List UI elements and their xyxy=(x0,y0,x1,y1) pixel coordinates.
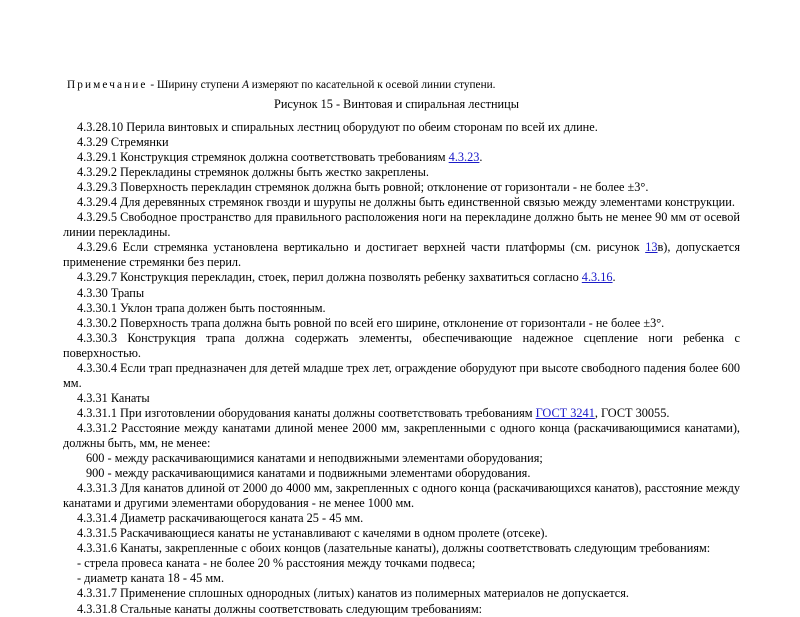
list-item-strela-provesa: - стрела провеса каната - не более 20 % расстояния между точками подвеса; xyxy=(77,556,476,571)
clause-4-3-31-3: 4.3.31.3 Для канатов длиной от 2000 до 4000 мм, закрепленных с одного конца (раскачивающихся канатов), расстояние между канатами и другими элементами оборудования - не менее 1000 мм. xyxy=(63,481,740,511)
clause-4-3-29-1-pre: 4.3.29.1 Конструкция стремянок должна соответствовать требованиям xyxy=(77,150,449,165)
clause-4-3-31-1 xyxy=(63,406,740,421)
clause-4-3-31-5: 4.3.31.5 Раскачивающиеся канаты не устанавливают с качелями в одном пролете (отсеке). xyxy=(77,526,548,541)
clause-4-3-29-7-post: . xyxy=(612,270,616,285)
clause-4-3-30-1: 4.3.30.1 Уклон трапа должен быть постоянным. xyxy=(77,300,326,315)
clause-4-3-31-1-post: , ГОСТ 30055. xyxy=(594,405,670,420)
clause-4-3-31-1-pre: 4.3.31.1 При изготовлении оборудования канаты должны соответствовать требованиям xyxy=(77,405,536,420)
clause-4-3-29-1 xyxy=(63,150,740,165)
document-body xyxy=(63,120,740,617)
clause-4-3-31-4: 4.3.31.4 Диаметр раскачивающегося каната 25 - 45 мм. xyxy=(77,511,364,526)
xref-link-figure-13[interactable]: 13 xyxy=(645,240,658,255)
clause-4-3-30-2: 4.3.30.2 Поверхность трапа должна быть ровной по всей его ширине, отклонение от горизонтали - не более ±3°. xyxy=(77,315,665,330)
clause-4-3-31-2: 4.3.31.2 Расстояние между канатами длиной менее 2000 мм, закрепленными с одного конца (раскачивающимися канатами), должны быть, мм, не менее: xyxy=(63,420,740,450)
note-label: Примечание xyxy=(67,79,148,91)
clause-4-3-30-4: 4.3.30.4 Если трап предназначен для детей младше трех лет, ограждение оборудуют при высоте свободного падения более 600 мм. xyxy=(63,360,740,390)
clause-4-3-31-6: 4.3.31.6 Канаты, закрепленные с обоих концов (лазательные канаты), должны соответствовать следующим требованиям: xyxy=(77,541,711,556)
clause-heading-4-3-29: 4.3.29 Стремянки xyxy=(77,135,169,150)
list-item-900: 900 - между раскачивающимися канатами и подвижными элементами оборудования. xyxy=(86,466,531,481)
figure-caption: Рисунок 15 - Винтовая и спиральная лестницы xyxy=(274,97,519,111)
clause-4-3-28-10: 4.3.28.10 Перила винтовых и спиральных лестниц оборудуют по обеим сторонам по всей их длине. xyxy=(77,120,598,134)
note-text-after: измеряют по касательной к осевой линии ступени. xyxy=(248,79,496,91)
list-item-600: 600 - между раскачивающимися канатами и неподвижными элементами оборудования; xyxy=(86,451,543,466)
clause-4-3-29-3: 4.3.29.3 Поверхность перекладин стремянок должна быть ровной; отклонение от горизонтали - не более ±3°. xyxy=(77,180,649,195)
clause-4-3-30-3: 4.3.30.3 Конструкция трапа должна содержать элементы, обеспечивающие надежное сцепление ноги ребенка с поверхностью. xyxy=(63,330,740,360)
clause-4-3-29-1-post: . xyxy=(479,150,483,165)
clause-4-3-29-4: 4.3.29.4 Для деревянных стремянок гвозди и шурупы не должны быть единственной связью между элементами конструкции. xyxy=(77,195,735,210)
clause-heading-4-3-31: 4.3.31 Канаты xyxy=(77,390,150,405)
clause-4-3-29-2: 4.3.29.2 Перекладины стремянок должны быть жестко закреплены. xyxy=(77,165,429,180)
clause-heading-4-3-30: 4.3.30 Трапы xyxy=(77,285,145,300)
xref-link-4-3-16[interactable]: 4.3.16 xyxy=(581,270,613,285)
clause-4-3-29-7-pre: 4.3.29.7 Конструкция перекладин, стоек, перил должна позволять ребенку захватиться согласно xyxy=(77,270,582,285)
xref-link-gost-3241[interactable]: ГОСТ 3241 xyxy=(535,405,595,420)
clause-4-3-29-7 xyxy=(63,270,740,285)
list-item-diametr-kanata: - диаметр каната 18 - 45 мм. xyxy=(77,571,225,586)
note-text-before: Ширину ступени xyxy=(156,79,243,91)
clause-4-3-31-8: 4.3.31.8 Стальные канаты должны соответствовать следующим требованиям: xyxy=(77,601,483,616)
clause-4-3-29-6 xyxy=(63,240,740,270)
note-italic-symbol: A xyxy=(242,79,249,91)
clause-4-3-29-6-pre: 4.3.29.6 Если стремянка установлена вертикально и достигает верхней части платформы (см. рисунок xyxy=(77,240,646,255)
note-dash: - xyxy=(147,79,157,91)
xref-link-4-3-23[interactable]: 4.3.23 xyxy=(448,150,480,165)
clause-4-3-29-5: 4.3.29.5 Свободное пространство для правильного расположения ноги на перекладине должно быть не менее 90 мм от осевой линии перекладины. xyxy=(63,210,740,240)
clause-4-3-31-7: 4.3.31.7 Применение сплошных однородных (литых) канатов из полимерных материалов не допускается. xyxy=(77,586,629,601)
note-paragraph xyxy=(67,78,740,92)
clause-4-3-29-6-post: в), допускается применение стремянки без перил. xyxy=(63,240,741,270)
